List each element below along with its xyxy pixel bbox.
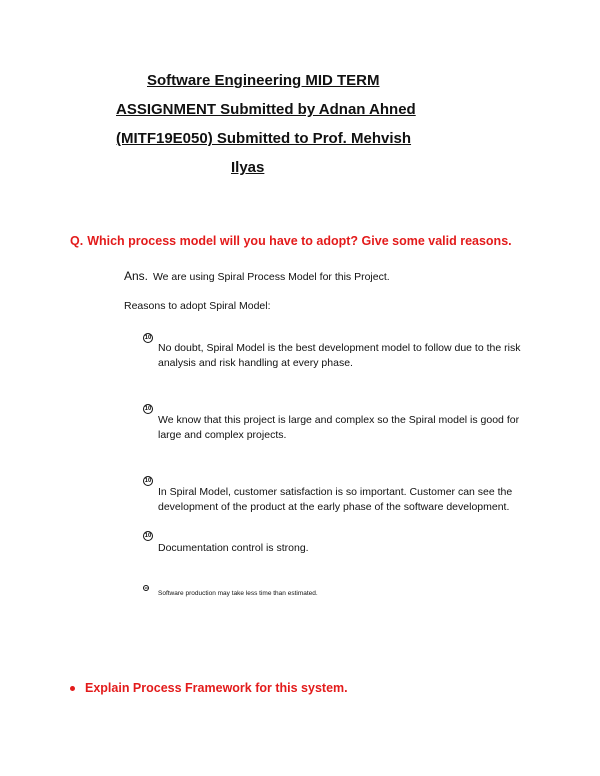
circled-number-bullet-icon: 10 — [144, 533, 152, 539]
answer-line — [124, 269, 390, 283]
reason-item-1: No doubt, Spiral Model is the best development model to follow due to the risk analysis and risk handling at every phase. — [158, 342, 521, 369]
circled-number-bullet-icon: 10 — [144, 406, 152, 412]
reason-item-4: Documentation control is strong. — [158, 542, 309, 554]
section-heading-text: Explain Process Framework for this system. — [85, 681, 348, 695]
document-title-line-4: Ilyas — [231, 159, 265, 176]
document-title-line-1: Software Engineering MID TERM — [147, 72, 380, 89]
answer-label: Ans. — [124, 269, 149, 283]
circled-number-bullet-icon: 10 — [144, 478, 152, 484]
circled-number-bullet-icon: 10 — [144, 335, 152, 341]
document-title-line-2: ASSIGNMENT Submitted by Adnan Ahned — [116, 101, 416, 118]
reason-item-2: We know that this project is large and complex so the Spiral model is good for large and complex projects. — [158, 414, 520, 441]
section-heading — [70, 681, 348, 695]
question-heading — [70, 234, 512, 248]
document-title-line-3: (MITF19E050) Submitted to Prof. Mehvish — [116, 130, 412, 147]
reason-item-5: Software production may take less time than estimated. — [158, 590, 318, 597]
answer-text: We are using Spiral Process Model for this Project. — [152, 271, 390, 283]
reason-item-3: In Spiral Model, customer satisfaction is so important. Customer can see the development of the product at the early phase of the software development. — [158, 486, 513, 513]
question-text: Which process model will you have to adopt? Give some valid reasons. — [87, 234, 512, 248]
question-number: Q. — [70, 234, 84, 248]
reasons-heading: Reasons to adopt Spiral Model: — [124, 300, 271, 312]
bullet-dot-icon — [70, 686, 75, 691]
circled-number-bullet-icon: 10 — [144, 585, 148, 590]
